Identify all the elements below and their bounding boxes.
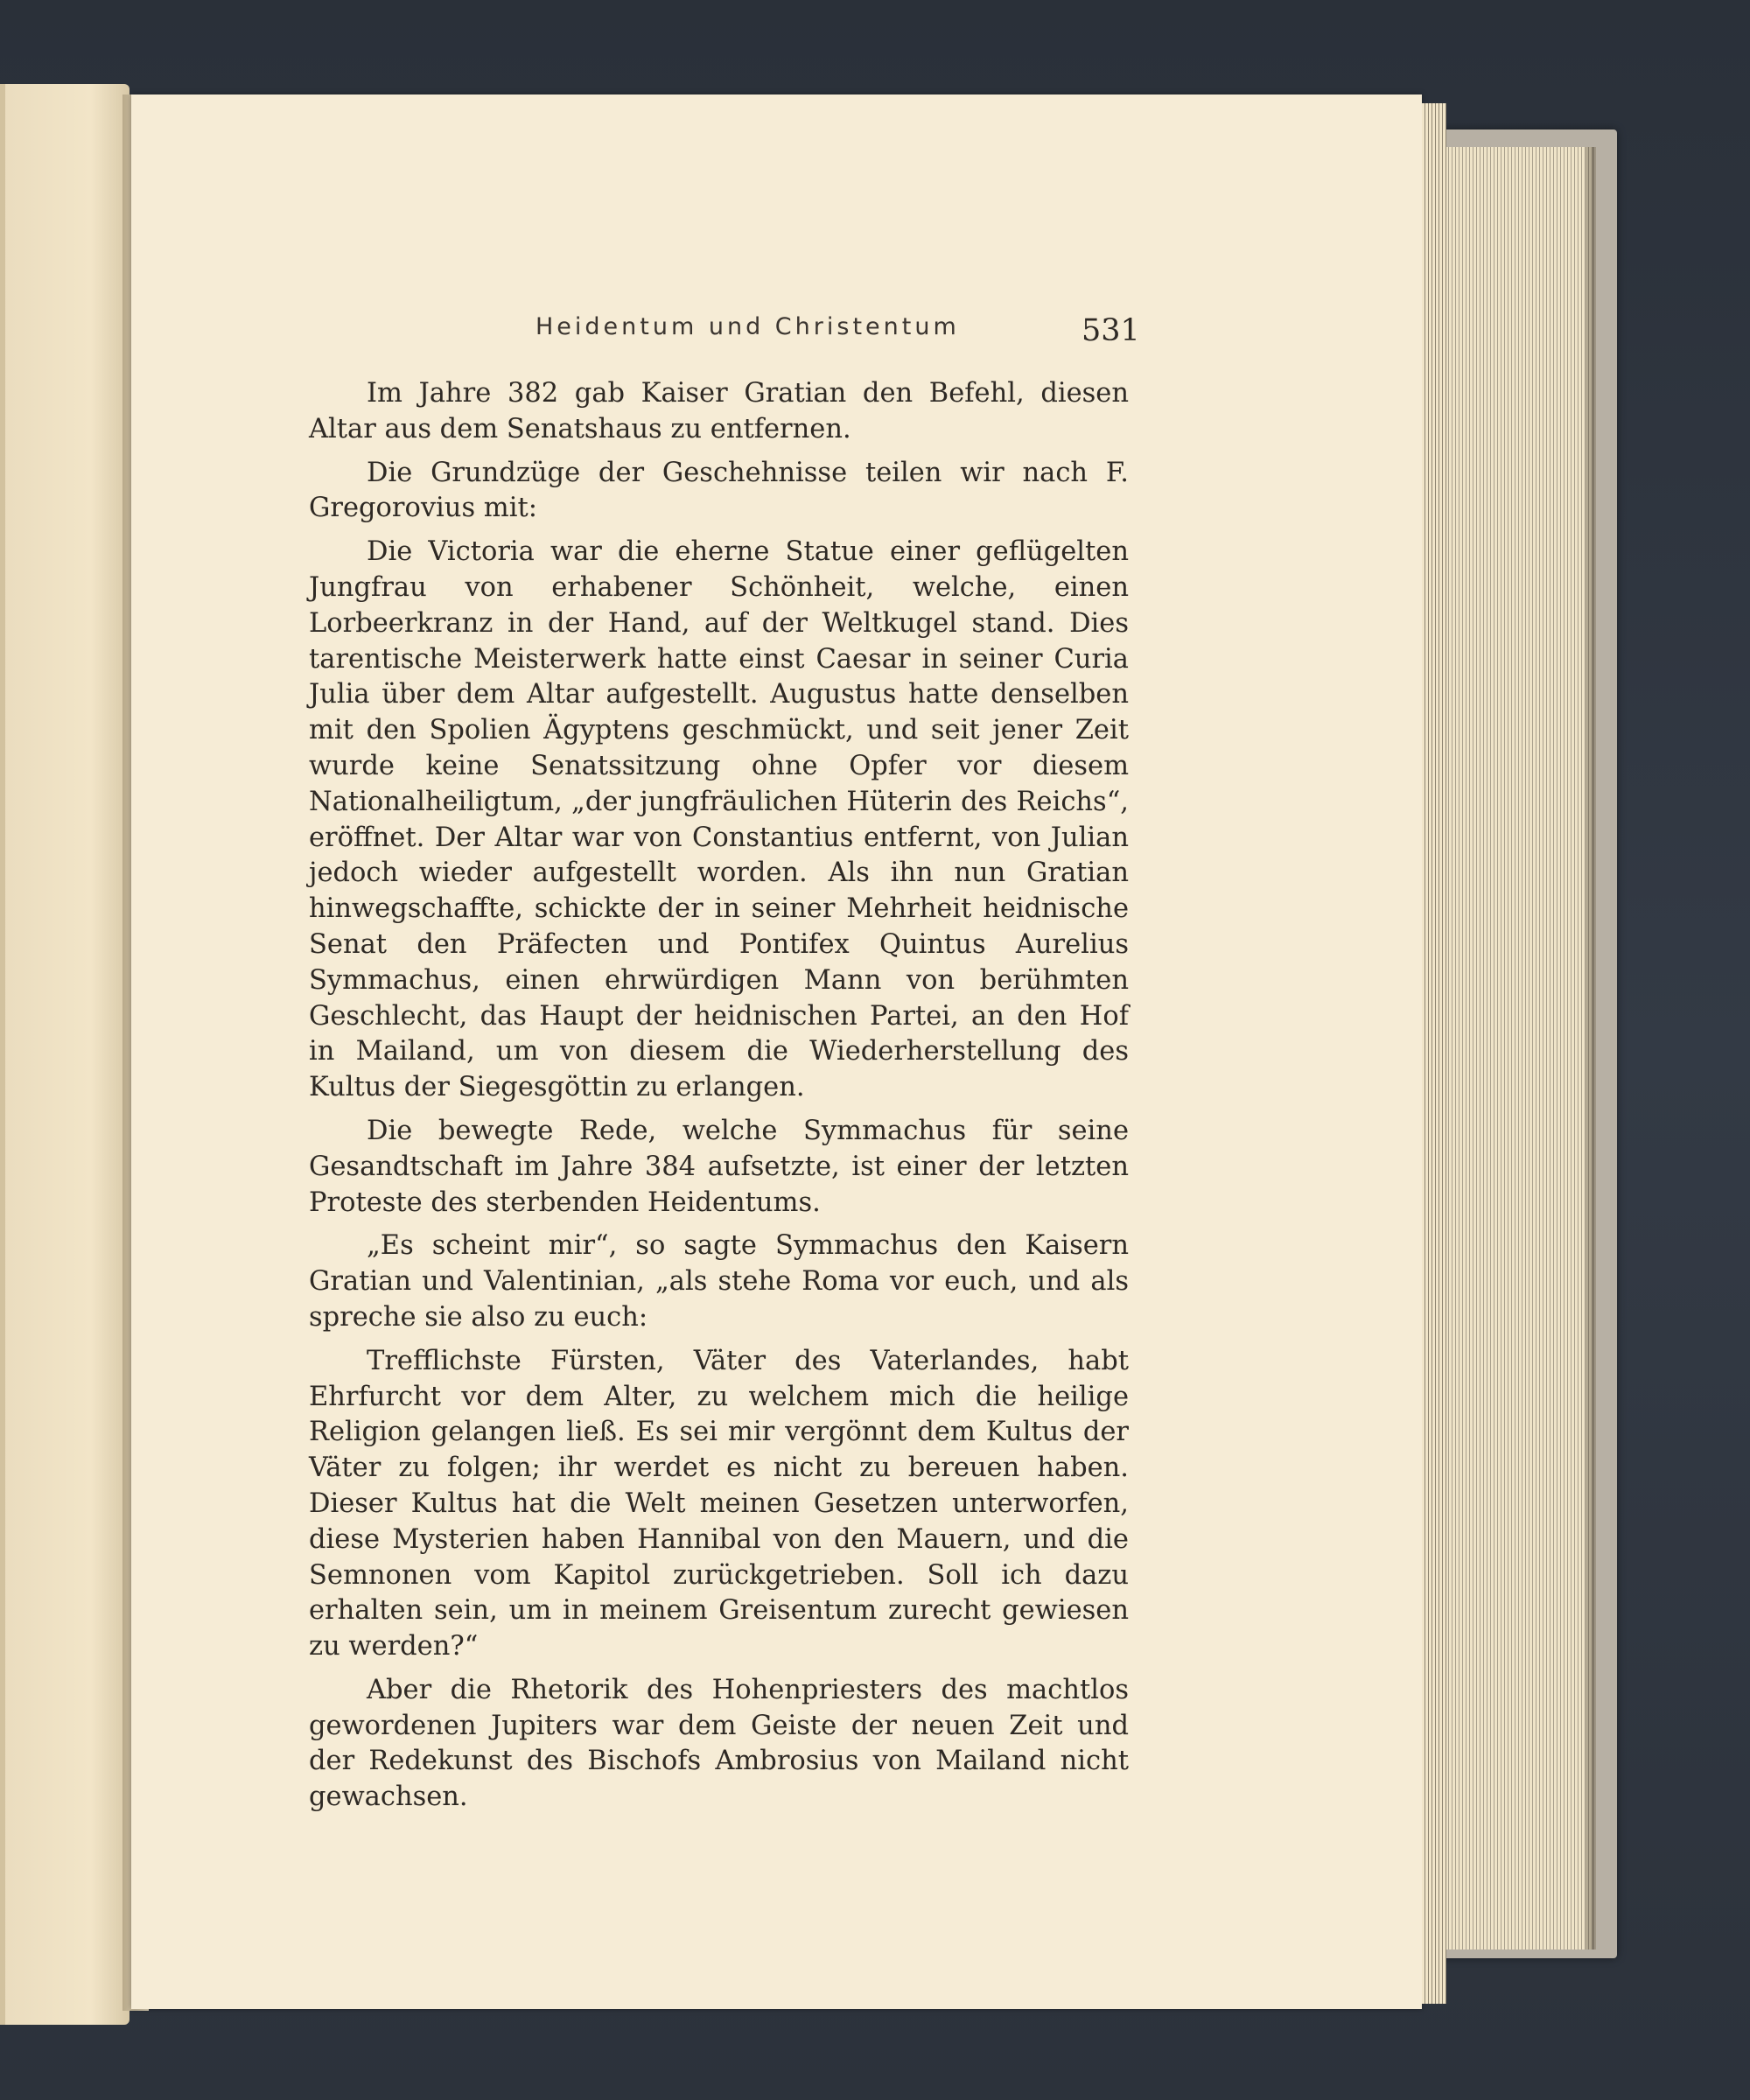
- page-text: [309, 376, 1129, 1824]
- left-page-edge: [0, 84, 5, 2025]
- right-page-edges: [1422, 103, 1446, 2004]
- running-head: Heidentum und Christentum: [536, 313, 960, 340]
- paragraph: Aber die Rhetorik des Hohenpriesters des machtlos gewordenen Jupiters war dem Geiste der neuen Zeit und der Redekunst des Bischofs Ambrosius von Mailand nicht gewachsen.: [309, 1674, 1129, 1813]
- paragraph: „Es scheint mir“, so sagte Symmachus den Kaisern Gratian und Valentinian, „als stehe Roma vor euch, und als spreche sie also zu euch:: [309, 1230, 1129, 1333]
- paragraph: Die bewegte Rede, welche Symmachus für seine Gesandtschaft im Jahre 384 aufsetzte, ist einer der letzten Proteste des sterbenden Heidentums.: [309, 1115, 1129, 1218]
- page-block-edge: [1435, 147, 1596, 1950]
- paragraph: Die Victoria war die eherne Statue einer geflügelten Jungfrau von erhabener Schönheit, welche, einen Lorbeerkranz in der Hand, auf der Weltkugel stand. Dies tarentische Meisterwerk hatte einst Caesar in seiner Curia Julia über dem Altar aufgestellt. Augustus hatte denselben mit den Spolien Ägyptens geschmückt, und seit jener Zeit wurde keine Senatssitzung ohne Opfer vor diesem Nationalheiligtum, „der jungfräulichen Hüterin des Reichs“, eröffnet. Der Altar war von Constantius entfernt, von Julian jedoch wieder aufgestellt worden. Als ihn nun Gratian hinwegschaffte, schickte der in seiner Mehrheit heidnische Senat den Präfecten und Pontifex Quintus Aurelius Symmachus, einen ehrwürdigen Mann von berühmten Geschlecht, das Haupt der heidnischen Partei, an den Hof in Mailand, um von diesem die Wiederherstellung des Kultus der Siegesgöttin zu erlangen.: [309, 536, 1129, 1103]
- left-page: [0, 84, 130, 2025]
- paragraph: Im Jahre 382 gab Kaiser Gratian den Befehl, diesen Altar aus dem Senatshaus zu entfernen.: [309, 378, 1129, 444]
- paragraph: Die Grundzüge der Geschehnisse teilen wir nach F. Gregorovius mit:: [309, 457, 1129, 524]
- paragraph: Trefflichste Fürsten, Väter des Vaterlandes, habt Ehrfurcht vor dem Alter, zu welchem mich die heilige Religion gelangen ließ. Es sei mir vergönnt dem Kultus der Väter zu folgen; ihr werdet es nicht zu bereuen haben. Dieser Kultus hat die Welt meinen Gesetzen unterworfen, diese Mysterien haben Hannibal von den Mauern, und die Semnonen vom Kapitol zurückgetrieben. Soll ich dazu erhalten sein, um in meinem Greisentum zurecht gewiesen zu werden?“: [309, 1345, 1129, 1662]
- page-number: 531: [1082, 313, 1140, 348]
- page-block-shadow: [1586, 147, 1594, 1950]
